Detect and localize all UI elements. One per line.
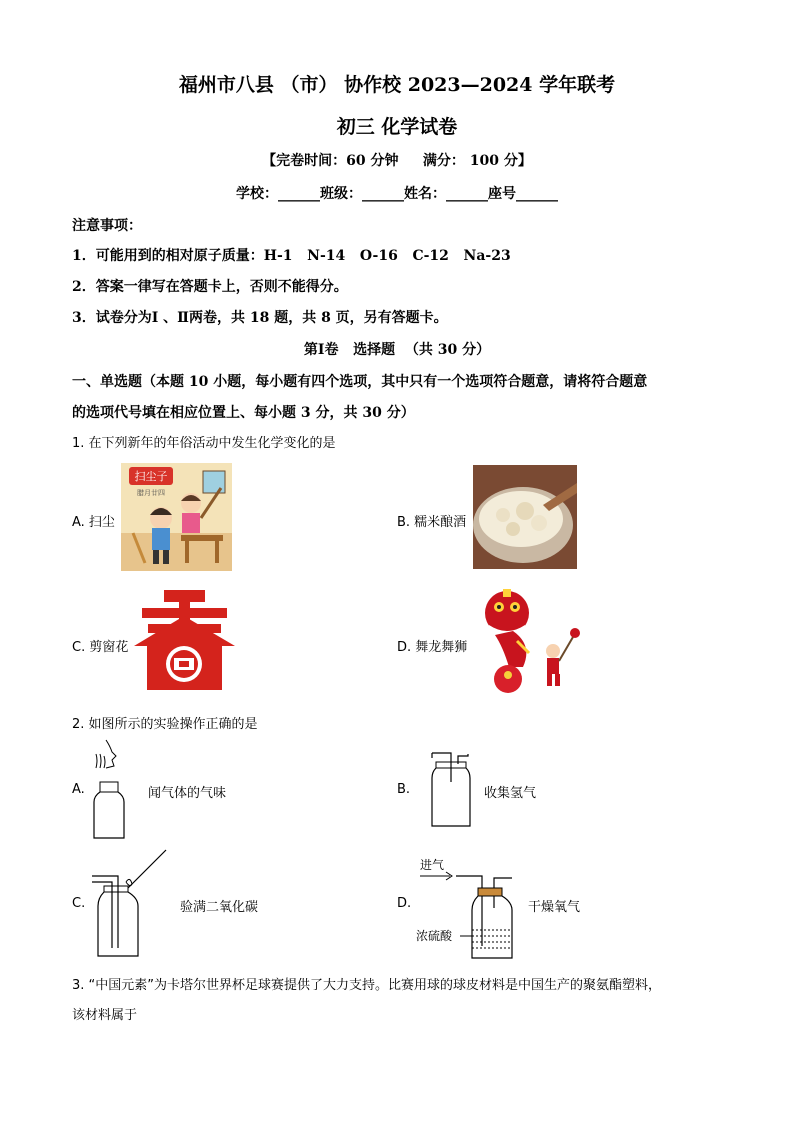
note-item-1: 1．可能用到的相对原子质量：H-1 N-14 O-16 C-12 Na-23 (72, 248, 511, 264)
dry-oxygen-label: 干燥氧气 (528, 900, 581, 915)
student-info-line: 学校：______班级：______姓名：______座号______ (236, 186, 558, 202)
co2-test-diagram (90, 848, 168, 958)
question-3-stem-line-2: 该材料属于 (72, 1008, 138, 1023)
rice-wine-image (473, 465, 577, 569)
section-title: 第Ⅰ卷 选择题 （共 30 分） (303, 342, 491, 358)
question-1-option-d: D. 舞龙舞狮 (397, 640, 468, 655)
question-2-stem: 2. 如图所示的实验操作正确的是 (72, 717, 258, 732)
section-instruction-1: 一、单选题（本题 10 小题，每小题有四个选项，其中只有一个选项符合题意，请将符合题意 (72, 374, 648, 390)
section-instruction-2: 的选项代号填在相应位置上、每小题 3 分，共 30 分） (72, 405, 415, 421)
exam-subtitle: 初三 化学试卷 (336, 116, 458, 138)
sign-text: 扫尘子 (134, 470, 168, 483)
question-2-option-b: B. (397, 782, 411, 797)
question-1-stem: 1. 在下列新年的年俗活动中发生化学变化的是 (72, 436, 336, 451)
exam-title: 福州市八县 （市） 协作校 2023—2024 学年联考 (178, 74, 616, 96)
exam-time-line: 【完卷时间：60 分钟 满分： 100 分】 (262, 153, 532, 169)
question-1-option-c: C. 剪窗花 (72, 640, 129, 655)
question-2-option-d: D. (397, 896, 412, 911)
collect-hydrogen-label: 收集氢气 (484, 786, 537, 801)
collect-hydrogen-diagram (428, 752, 472, 828)
notes-heading: 注意事项： (72, 218, 142, 234)
dry-oxygen-diagram (416, 864, 516, 960)
co2-test-label: 验满二氧化碳 (180, 900, 259, 915)
question-1-option-b: B. 糯米酿酒 (397, 515, 467, 530)
smell-gas-diagram (86, 738, 136, 840)
paper-cut-image (134, 586, 235, 697)
sign-subtext: 腊月廿四 (137, 489, 165, 497)
question-2-option-c: C. (72, 896, 86, 911)
note-item-2: 2．答案一律写在答题卡上，否则不能得分。 (72, 279, 348, 295)
sweeping-dust-image (121, 463, 232, 571)
question-2-option-a: A. (72, 782, 85, 797)
question-3-stem-line-1: 3. “中国元素”为卡塔尔世界杯足球赛提供了大力支持。比赛用球的球皮材料是中国生产的聚氨酯塑料， (72, 978, 662, 993)
acid-annotation: 浓硫酸 (416, 929, 453, 943)
question-1-option-a: A. 扫尘 (72, 515, 115, 530)
note-item-3: 3．试卷分为Ⅰ 、Ⅱ两卷，共 18 题，共 8 页，另有答题卡。 (72, 310, 448, 326)
smell-gas-label: 闻气体的气味 (148, 786, 227, 801)
lion-dance-image (473, 585, 585, 699)
inlet-annotation: 进气 (420, 858, 445, 872)
